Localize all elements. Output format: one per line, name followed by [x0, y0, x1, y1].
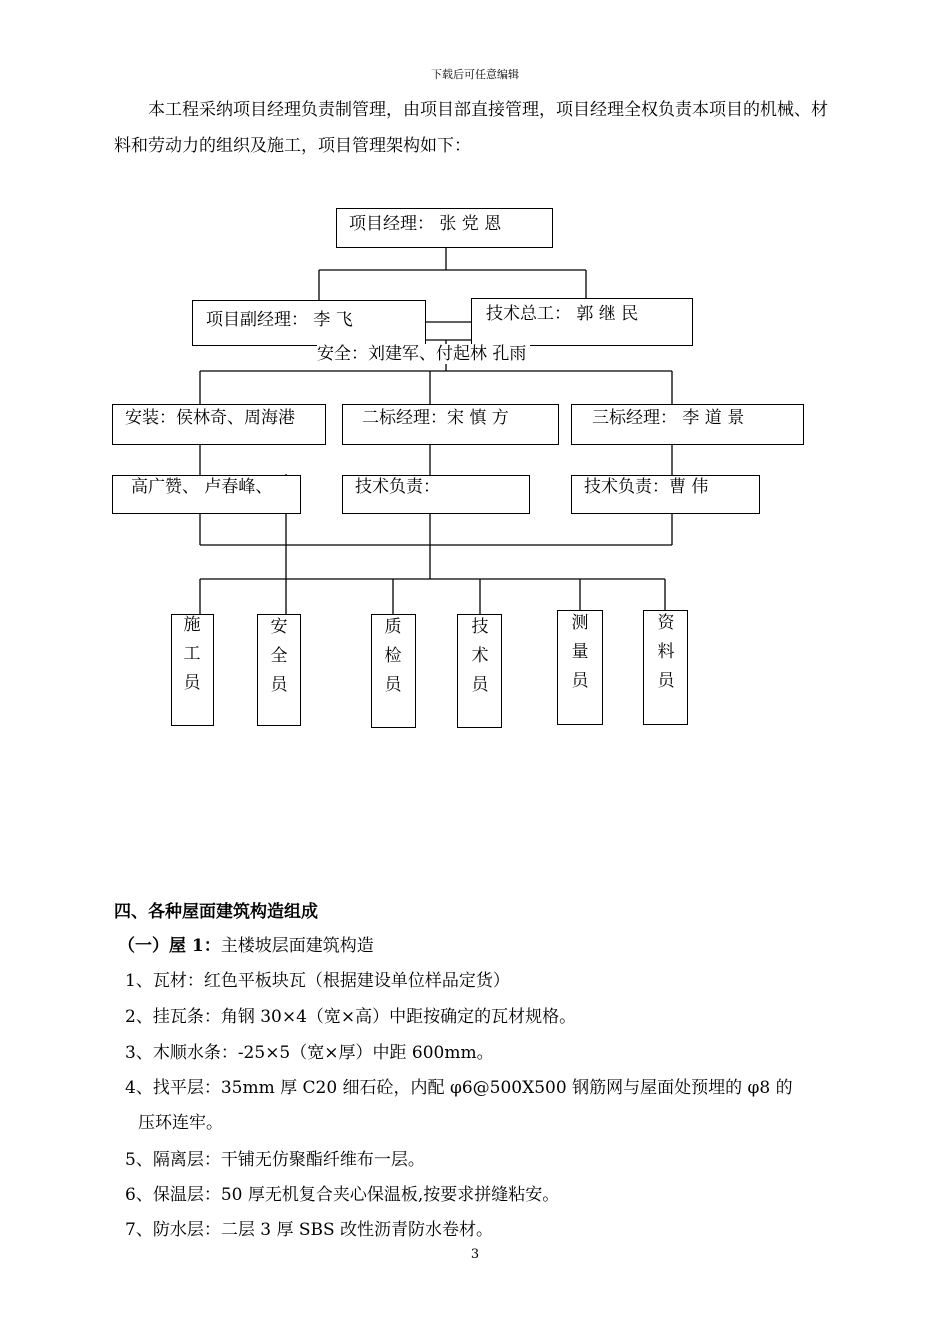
staff-label-quality: 质检员: [384, 617, 402, 695]
list-item-5: 5、隔离层：干铺无仿聚酯纤维布一层。: [125, 1150, 425, 1170]
chief-engineer-label: 技术总工： 郭 继 民: [486, 304, 639, 324]
lot3-tech-lead-label: 技术负责：曹 伟: [584, 477, 709, 497]
list-item-4-continued: 压环连牢。: [138, 1113, 223, 1133]
subsection-title: 主楼坡层面建筑构造: [220, 936, 374, 956]
list-item-6: 6、保温层：50 厚无机复合夹心保温板,按要求拼缝粘安。: [125, 1185, 560, 1205]
list-item-3: 3、木顺水条：-25×5（宽×厚）中距 600mm。: [125, 1043, 494, 1063]
install-staff-label: 高广赞、 卢春峰、: [131, 477, 273, 497]
lot2-manager-label: 二标经理：宋 慎 方: [362, 408, 509, 428]
subsection-prefix: （一）屋 1：: [118, 936, 221, 956]
intro-paragraph: 本工程采纳项目经理负责制管理，由项目部直接管理，项目经理全权负责本项目的机械、材料和劳动力的组织及施工，项目管理架构如下：: [114, 100, 828, 156]
install-label: 安装：侯林奇、周海港: [125, 408, 295, 428]
staff-label-technical: 技术员: [471, 617, 489, 695]
list-item-4: 4、找平层：35mm 厚 C20 细石砼，内配 φ6@500X500 钢筋网与屋面处预埋的 φ8 的: [125, 1078, 793, 1098]
page-number: 3: [470, 1247, 480, 1262]
page-header-note: 下载后可任意编辑: [431, 68, 519, 81]
lot3-manager-label: 三标经理： 李 道 景: [592, 408, 745, 428]
subsection-heading: [118, 931, 374, 956]
safety-staff-label: 安全：刘建军、付起林 孔雨: [317, 344, 530, 364]
lot2-tech-lead-label: 技术负责：: [355, 477, 440, 497]
deputy-manager-label: 项目副经理： 李 飞: [206, 310, 353, 330]
staff-label-construction: 施工员: [183, 615, 201, 693]
list-item-2: 2、挂瓦条：角钢 30×4（宽×高）中距按确定的瓦材规格。: [125, 1007, 577, 1027]
project-manager-label: 项目经理： 张 党 恩: [349, 214, 502, 234]
staff-label-survey: 测量员: [571, 613, 589, 691]
staff-label-records: 资料员: [657, 613, 675, 691]
list-item-7: 7、防水层：二层 3 厚 SBS 改性沥青防水卷材。: [125, 1220, 494, 1240]
staff-label-safety: 安全员: [270, 617, 288, 695]
section-heading: 四、各种屋面建筑构造组成: [114, 902, 318, 922]
list-item-1: 1、瓦材：红色平板块瓦（根据建设单位样品定货）: [125, 971, 510, 991]
